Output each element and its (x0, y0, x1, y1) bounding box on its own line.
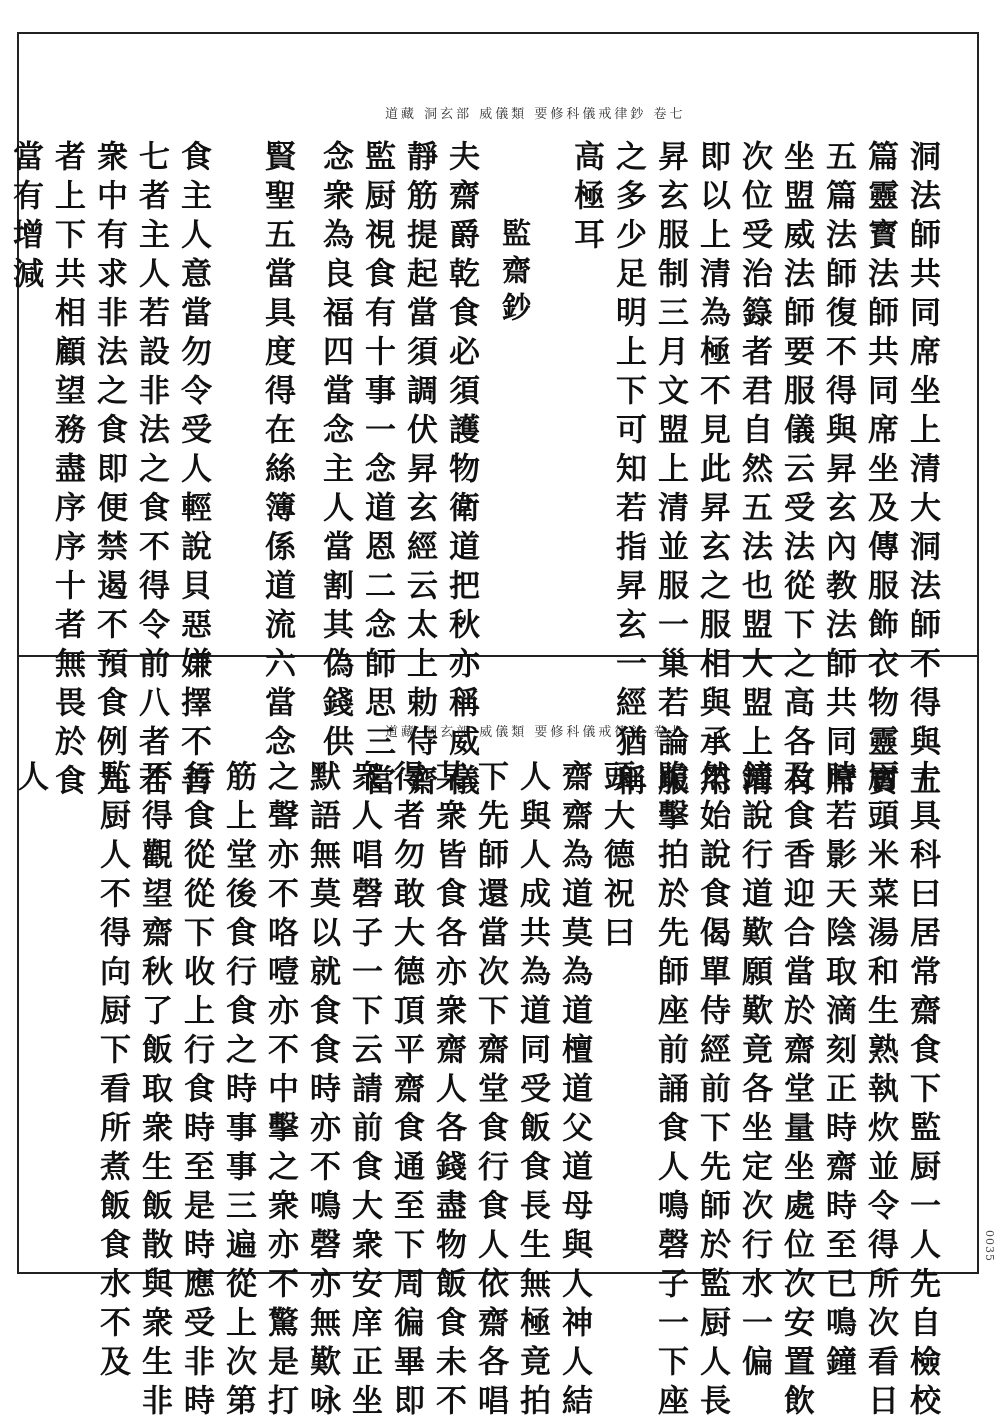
text-column: 監厨人不得向厨下看所煮飯食水不及 (94, 760, 130, 1384)
text-column: 得者勿敢大德頂平齋食通至下周徧畢即 (388, 760, 424, 1423)
text-column: 七者主人若設非法之食不得令前八者若 (133, 140, 169, 803)
text-column: 及食香迎合當於齋堂量坐處位次安置飲 (778, 760, 814, 1423)
running-header-top: 道藏 洞玄部 威儀類 要修科儀戒律鈔 卷七 (385, 107, 686, 122)
text-column: 行食從從下收上行食時至是時應受非時 (178, 760, 214, 1423)
text-column: 即以上清為極不見此昇玄之服相與承用 (694, 140, 730, 803)
text-column: 者上下共相顧望務盡序序十者無畏於食 (49, 140, 85, 803)
text-column: 下先師還當次下齋堂食行食人依齋各唱 (472, 760, 508, 1423)
text-column: 念衆為良福四當念主人當割其偽錢供 (317, 140, 353, 764)
text-column: 不得觀望齋秋了飯取衆生飯散與衆生非 (136, 760, 172, 1423)
text-column: 次位受治籙者君自然五法也盟大盟上清 (736, 140, 772, 803)
text-column: 監厨視食有十事一念道恩二念師思三當 (359, 140, 395, 803)
text-column: 靜筋提起當須調伏昇玄經云太上勅侍齋 (401, 140, 437, 803)
text-column: 鐘說行道歎願歎竟各坐定次行水一偏 (736, 760, 772, 1384)
running-header-bottom: 道藏 洞玄部 威儀類 要修科儀戒律鈔 卷七 (385, 725, 686, 740)
text-column: 夫齋爵乾食必須護物衛道把秋亦稱威儀 (443, 140, 479, 803)
text-column: 頭大德祝曰 (598, 760, 634, 955)
text-column: 人 (12, 760, 48, 799)
section-title: 監齋鈔 (498, 218, 532, 329)
text-column: 高極耳 (568, 140, 604, 257)
text-column: 默語無莫以就食食時亦不鳴磬亦無歎咏 (304, 760, 340, 1423)
text-column: 五篇法師復不得與昇玄內教法師共同席 (820, 140, 856, 803)
text-column: 然始說食偈單侍經前下先師於監厨人長 (694, 760, 730, 1423)
text-column: 厨頭米菜湯和生熟執炊並令得所次看日 (862, 760, 898, 1423)
text-column: 某衆皆食各亦衆齋人各錢盡物飯食未不 (430, 760, 466, 1423)
text-column: 昇玄服制三月文盟上清並服一巢若論服 (652, 140, 688, 803)
text-column: 之聲亦不咯噎亦不中擊之衆亦不驚是打 (262, 760, 298, 1423)
text-column: 十具科曰居常齋食下監厨一人先自檢校 (904, 760, 940, 1423)
text-column: 食主人意當勿令受人輕說貝惡嫌擇不善 (175, 140, 211, 803)
text-column: 跪擊拍於先師座前誦食人鳴磬子一下座 (652, 760, 688, 1423)
text-column: 齋齋為道莫為道檀道父道母與人神人結 (556, 760, 592, 1423)
text-column: 人與人成共為道同受飯食長生無極竟拍 (514, 760, 550, 1423)
text-column: 坐盟威法師要服儀云受法從下之高各有 (778, 140, 814, 803)
text-column: 筋上堂後食行食之時事事三遍從上次第 (220, 760, 256, 1423)
text-column: 時若影天陰取滴刻正時齋時至已鳴鐘 (820, 760, 856, 1384)
text-column: 洞法師共同席坐上清大洞法師不得與五 (904, 140, 940, 803)
text-column: 衆人唱磬子一下云請前食大衆安庠正坐 (346, 760, 382, 1423)
text-column: 篇靈寳法師共同席坐及傳服飾衣物靈寳 (862, 140, 898, 803)
text-column: 當有增減 (7, 140, 43, 296)
text-column: 賢聖五當具度得在絲簿係道流六當念 (259, 140, 295, 764)
text-column: 之多少足明上下可知若指昇玄一經猶稱 (610, 140, 646, 803)
text-column: 衆中有求非法之食即便禁遏不預食例九 (91, 140, 127, 803)
page-number: 0035 (983, 1230, 996, 1262)
